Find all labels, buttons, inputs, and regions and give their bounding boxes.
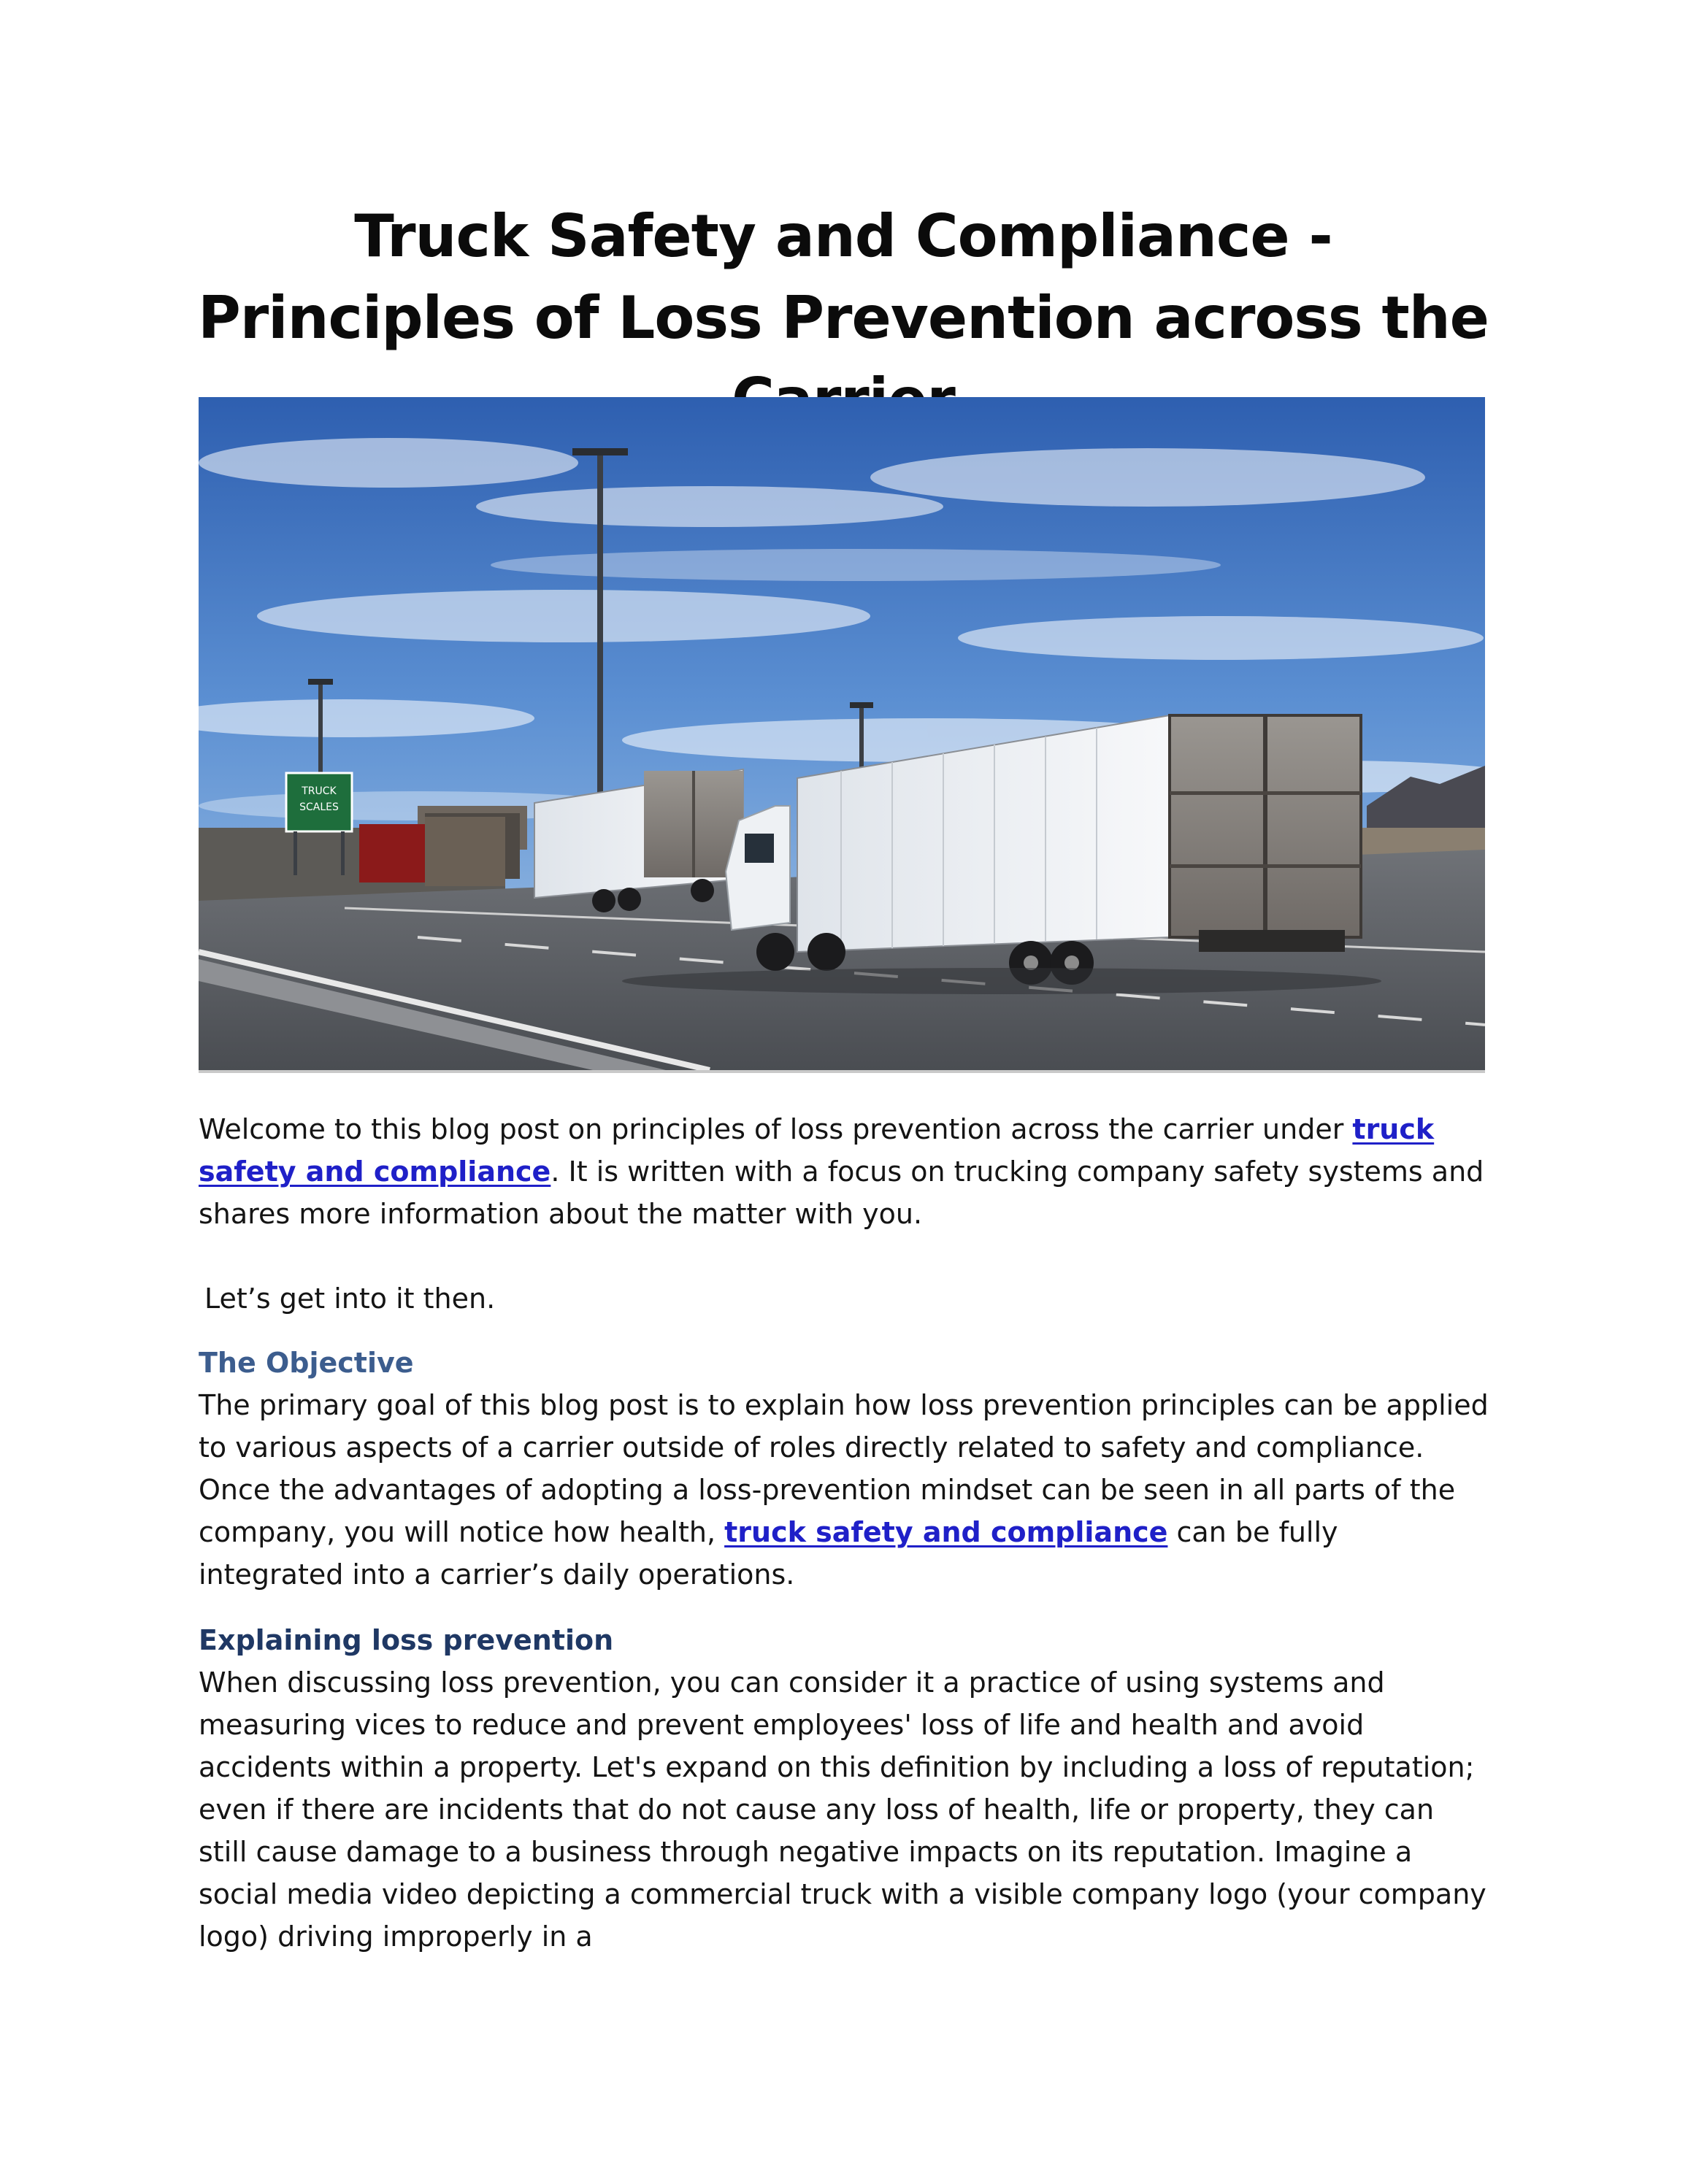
truck-safety-link-2[interactable]: truck safety and compliance: [724, 1516, 1168, 1548]
sign-line-1: TRUCK: [302, 785, 337, 797]
explaining-paragraph: When discussing loss prevention, you can consider it a practice of using systems and measuring vices to reduce and prevent employees' loss of life and health and avoid accidents within a property. Let's expand on this definition by including a loss of reputation; even if there are incidents that do not cause any loss of health, life or property, they can still cause damage to a business through negative impacts on its reputation. Imagine a social media video depicting a commercial truck with a visible company logo (your company logo) driving improperly in a: [199, 1666, 1486, 1953]
sign-line-2: SCALES: [299, 801, 339, 813]
objective-text-before: The primary goal of this blog post is to explain how loss prevention principles can be applied to various aspects of a carrier outside of roles directly related to safety and compliance. Once the advantages of adopting a loss-prevention mindset can be seen in all parts of the company, you will notice how health,: [199, 1389, 1489, 1548]
objective-text-after: can be fully integrated into a carrier’s daily operations.: [199, 1516, 1338, 1591]
intro-text-before: Welcome to this blog post on principles of loss prevention across the carrier under: [199, 1113, 1353, 1145]
objective-paragraph: [199, 1384, 1491, 1596]
trucks-photo-illustration: [199, 397, 1485, 1070]
page-title: Truck Safety and Compliance - Principles of Loss Prevention across the: [198, 202, 1489, 352]
truck-safety-link-1[interactable]: truck safety and compliance: [199, 1113, 1435, 1188]
objective-heading: The Objective: [199, 1347, 414, 1379]
lets-go-paragraph: Let’s get into it then.: [204, 1283, 496, 1315]
intro-paragraph: [199, 1108, 1491, 1235]
intro-text-after: . It is written with a focus on trucking company safety systems and shares more information about the matter with you.: [199, 1156, 1484, 1230]
explaining-heading: Explaining loss prevention: [199, 1624, 614, 1656]
hero-image: [199, 397, 1485, 1073]
